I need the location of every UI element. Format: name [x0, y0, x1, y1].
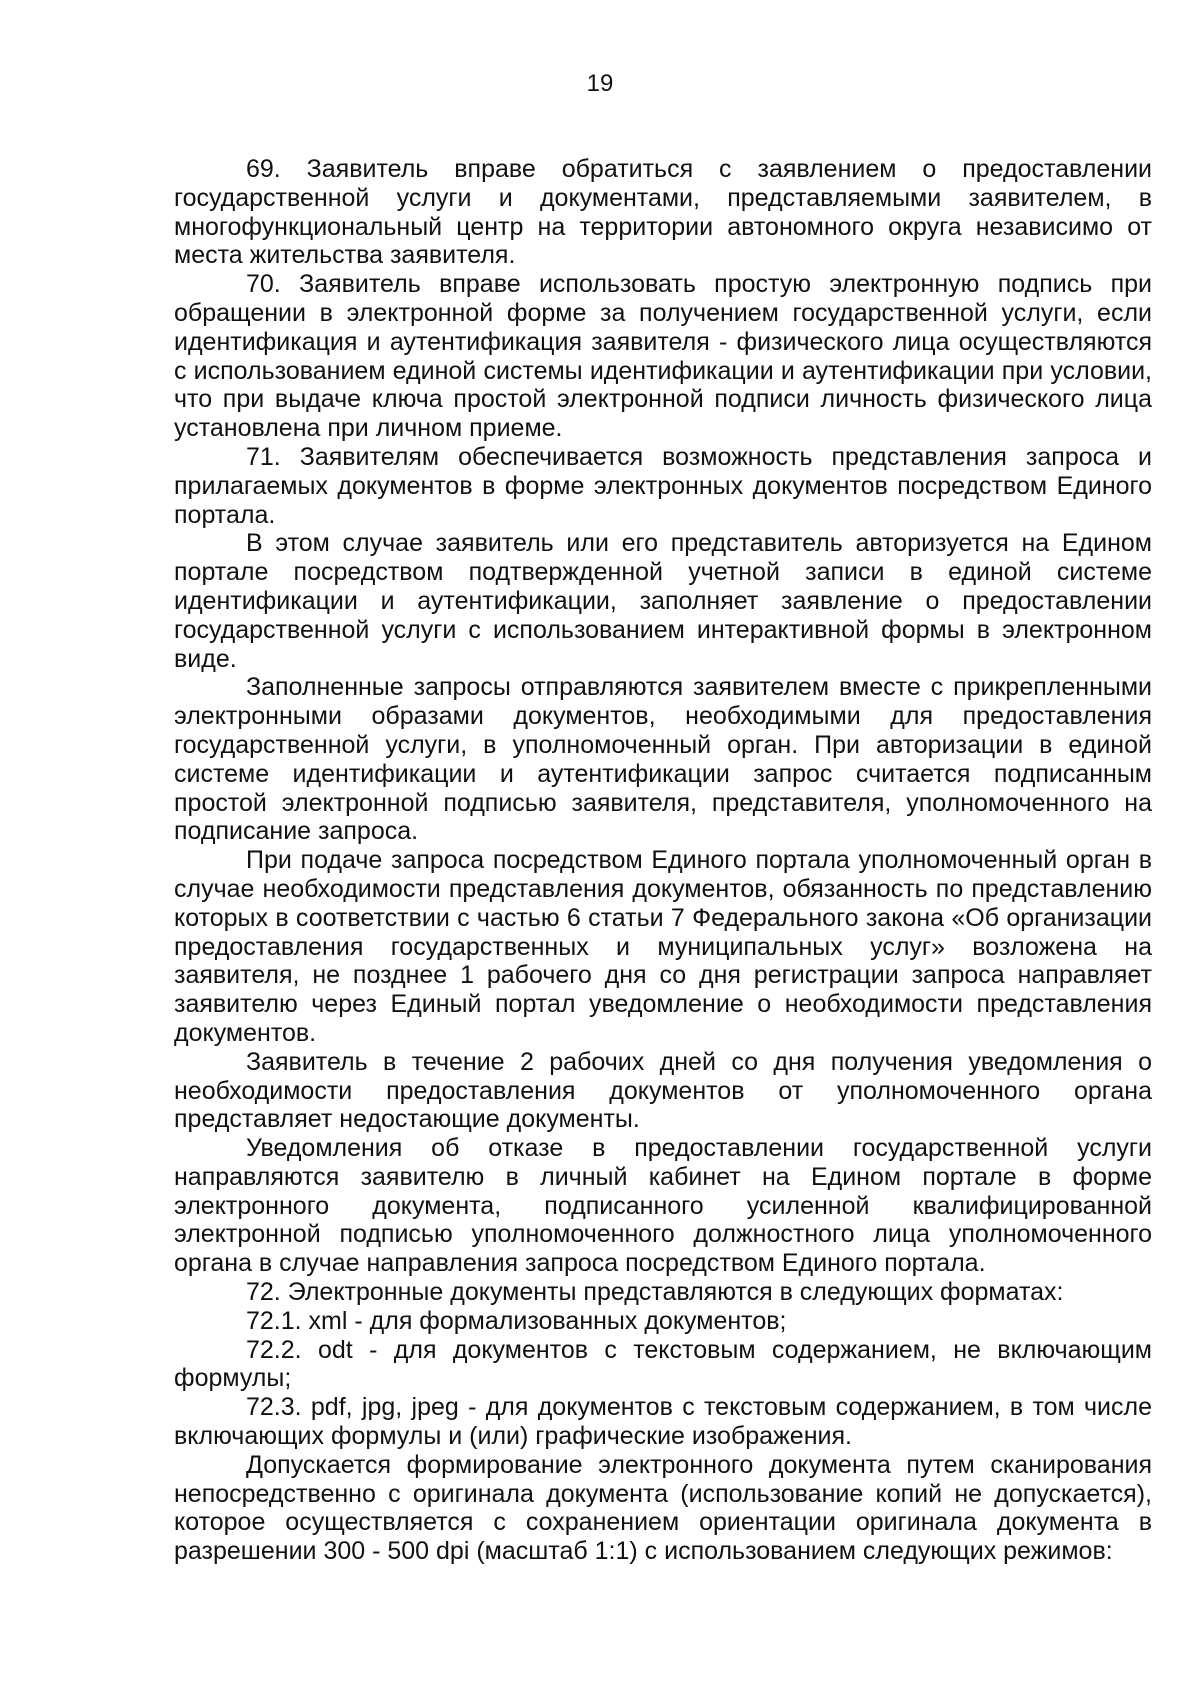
paragraph-72-scanning: Допускается формирование электронного документа путем сканирования непосредственно с оригинала документа (использование копий не допускается), которое осуществляется с сохранением ориентации оригинала документа в разрешении 300 - 500 dpi (масштаб 1:1) с использованием следующих режимов:	[174, 1450, 1152, 1566]
paragraph-70: 70. Заявитель вправе использовать простую электронную подпись при обращении в электронной форме за получением государственной услуги, если идентификация и аутентификация заявителя - физического лица осуществляются с использованием единой системы идентификации и аутентификации при условии, что при выдаче ключа простой электронной подписи личность физического лица установлена при личном приеме.	[174, 270, 1152, 443]
document-body	[174, 155, 1152, 1566]
paragraph-71-refusal-notice: Уведомления об отказе в предоставлении государственной услуги направляются заявителю в личный кабинет на Едином портале в форме электронного документа, подписанного усиленной квалифицированной электронной подписью уполномоченного должностного лица уполномоченного органа в случае направления запроса посредством Единого портала.	[174, 1134, 1152, 1278]
paragraph-71-authorization: В этом случае заявитель или его представитель авторизуется на Едином портале посредством подтвержденной учетной записи в единой системе идентификации и аутентификации, заполняет заявление о предоставлении государственной услуги с использованием интерактивной формы в электронном виде.	[174, 529, 1152, 673]
paragraph-72-1: 72.1. xml - для формализованных документов;	[246, 1306, 787, 1335]
paragraph-71-document-request: При подаче запроса посредством Единого портала уполномоченный орган в случае необходимости представления документов, обязанность по представлению которых в соответствии с частью 6 статьи 7 Федерального закона «Об организации предоставления государственных и муниципальных услуг» возложена на заявителя, не позднее 1 рабочего дня со дня регистрации запроса направляет заявителю через Единый портал уведомление о необходимости представления документов.	[174, 846, 1152, 1047]
paragraph-72-3: 72.3. pdf, jpg, jpeg - для документов с текстовым содержанием, в том числе включающих формулы и (или) графические изображения.	[174, 1393, 1152, 1451]
paragraph-71-applicant-deadline: Заявитель в течение 2 рабочих дней со дня получения уведомления о необходимости предоставления документов от уполномоченного органа представляет недостающие документы.	[174, 1047, 1152, 1134]
paragraph-71-submission: Заполненные запросы отправляются заявителем вместе с прикрепленными электронными образами документов, необходимыми для предоставления государственной услуги, в уполномоченный орган. При авторизации в единой системе идентификации и аутентификации запрос считается подписанным простой электронной подписью заявителя, представителя, уполномоченного на подписание запроса.	[174, 673, 1152, 846]
paragraph-72-2: 72.2. odt - для документов с текстовым содержанием, не включающим формулы;	[174, 1335, 1152, 1393]
paragraph-71: 71. Заявителям обеспечивается возможность представления запроса и прилагаемых документов в форме электронных документов посредством Единого портала.	[174, 442, 1152, 529]
paragraph-69: 69. Заявитель вправе обратиться с заявлением о предоставлении государственной услуги и документами, представляемыми заявителем, в многофункциональный центр на территории автономного округа независимо от места жительства заявителя.	[174, 155, 1152, 270]
page-number: 19	[586, 70, 614, 97]
paragraph-72: 72. Электронные документы представляются в следующих форматах:	[246, 1278, 1064, 1307]
